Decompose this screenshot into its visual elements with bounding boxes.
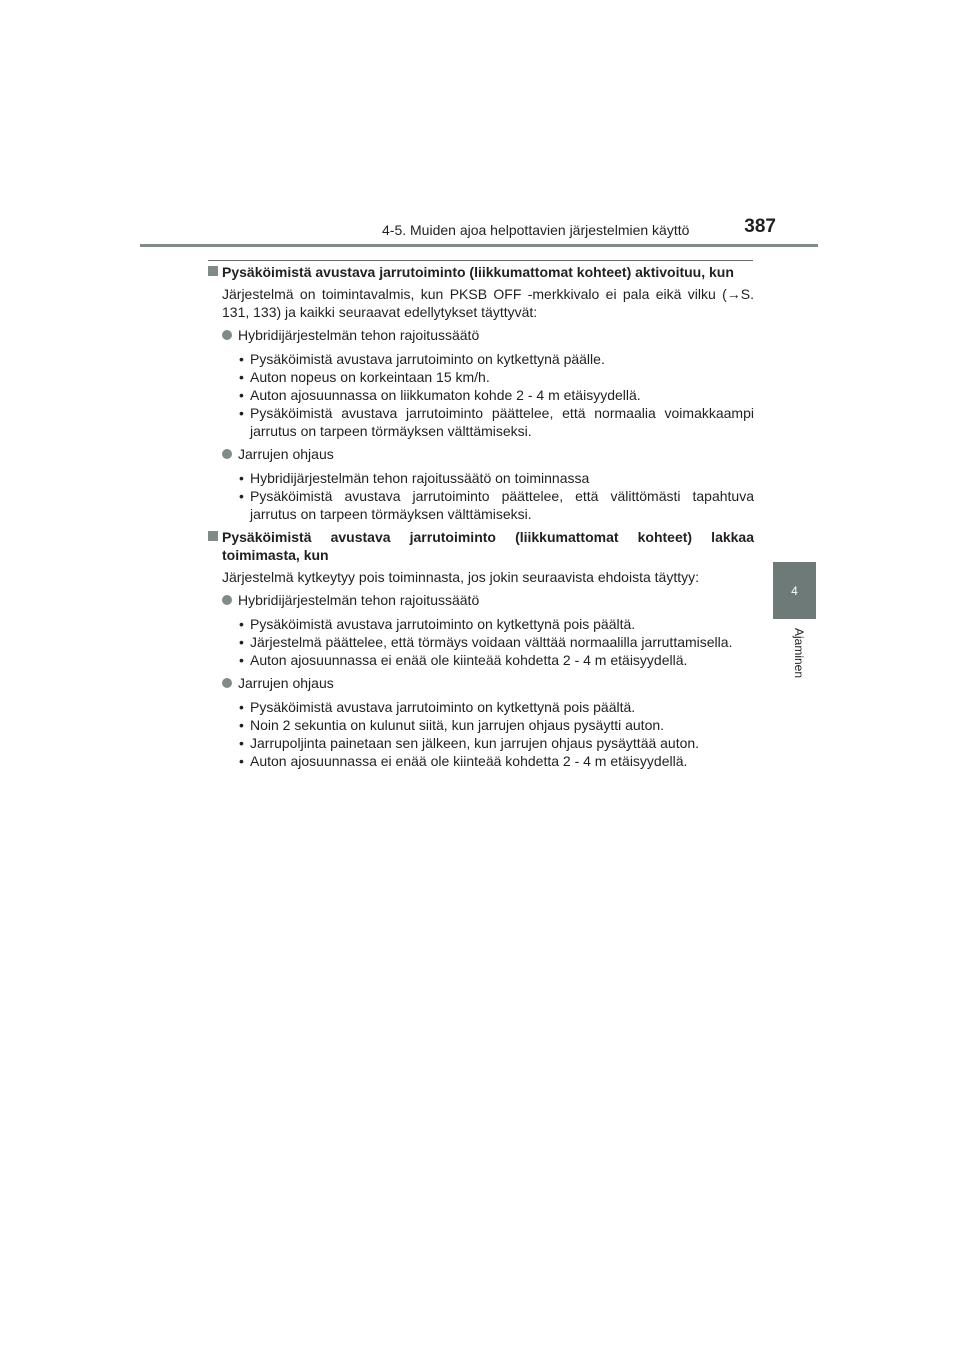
group-heading-row (222, 326, 754, 345)
list-item: • Pysäköimistä avustava jarrutoiminto päättelee, että välittömästi tapahtuva jarrutus on tarpeen törmäyksen välttämiseksi. (239, 488, 754, 522)
group-title: Hybridijärjestelmän tehon rajoitussäätö (238, 592, 480, 608)
chapter-title: 4-5. Muiden ajoa helpottavien järjestelmien käyttö (382, 222, 690, 238)
list-item: • Pysäköimistä avustava jarrutoiminto on kytkettynä pois päältä. (239, 699, 636, 715)
list-item: • Järjestelmä päättelee, että törmäys voidaan välttää normaalilla jarruttamisella. (239, 634, 733, 650)
round-bullet-icon (222, 326, 238, 345)
chapter-label: Ajaminen (792, 628, 806, 679)
list-item: • Auton nopeus on korkeintaan 15 km/h. (239, 369, 490, 385)
section-divider (208, 260, 753, 261)
list-item: • Pysäköimistä avustava jarrutoiminto päättelee, että normaalia voimakkaampi jarrutus on tarpeen törmäyksen välttämiseksi. (239, 405, 754, 439)
header-divider (140, 244, 818, 247)
round-bullet-icon (222, 445, 238, 464)
list-item: • Jarrupoljinta painetaan sen jälkeen, kun jarrujen ohjaus pysäyttää auton. (239, 735, 700, 751)
section-heading: Pysäköimistä avustava jarrutoiminto (liikkumattomat kohteet) aktivoituu, kun (222, 264, 734, 280)
section-deactivation (208, 528, 754, 770)
section-intro: Järjestelmä on toimintavalmis, kun PKSB OFF -merkkivalo ei pala eikä vilku (→S. 131, 133) ja kaikki seuraavat edellytykset täyttyvät: (222, 286, 754, 320)
section-intro: Järjestelmä kytkeytyy pois toiminnasta, jos jokin seuraavista ehdoista täyttyy: (222, 569, 699, 585)
group-title: Jarrujen ohjaus (238, 675, 334, 691)
chapter-number: 4 (791, 583, 798, 598)
section-heading: Pysäköimistä avustava jarrutoiminto (liikkumattomat kohteet) lakkaa toimimasta, kun (222, 529, 754, 563)
section-activation (208, 263, 754, 523)
page-number: 387 (744, 216, 776, 237)
round-bullet-icon (222, 674, 238, 693)
group-heading-row (222, 445, 754, 464)
square-bullet-icon (208, 266, 222, 277)
condition-list (239, 615, 754, 669)
group-heading-row (222, 674, 754, 693)
list-item: • Pysäköimistä avustava jarrutoiminto on kytkettynä päälle. (239, 351, 605, 367)
list-item: • Hybridijärjestelmän tehon rajoitussäätö on toiminnassa (239, 470, 590, 486)
list-item: • Auton ajosuunnassa ei enää ole kiinteää kohdetta 2 - 4 m etäisyydellä. (239, 753, 688, 769)
group-title: Hybridijärjestelmän tehon rajoitussäätö (238, 327, 480, 343)
chapter-tab (773, 562, 816, 619)
group-heading-row (222, 591, 754, 610)
list-item: • Auton ajosuunnassa ei enää ole kiinteää kohdetta 2 - 4 m etäisyydellä. (239, 652, 688, 668)
list-item: • Pysäköimistä avustava jarrutoiminto on kytkettynä pois päältä. (239, 616, 636, 632)
group-title: Jarrujen ohjaus (238, 446, 334, 462)
condition-list (239, 469, 754, 523)
list-item: • Noin 2 sekuntia on kulunut siitä, kun jarrujen ohjaus pysäytti auton. (239, 717, 665, 733)
list-item: • Auton ajosuunnassa on liikkumaton kohde 2 - 4 m etäisyydellä. (239, 387, 641, 403)
condition-list (239, 350, 754, 440)
square-bullet-icon (208, 531, 222, 542)
round-bullet-icon (222, 591, 238, 610)
condition-list (239, 698, 754, 770)
page-content (208, 263, 754, 772)
